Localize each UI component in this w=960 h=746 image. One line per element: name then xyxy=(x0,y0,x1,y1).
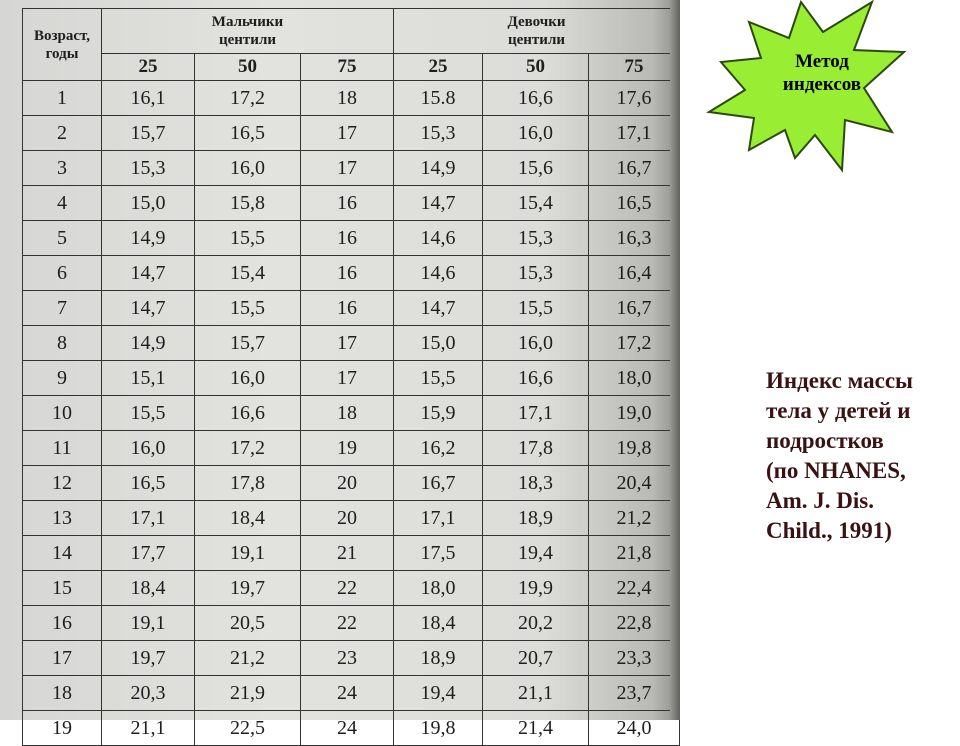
boys-p50-cell: 17,8 xyxy=(195,466,301,501)
table-row xyxy=(23,676,680,711)
boys-p75-cell: 16 xyxy=(301,186,394,221)
boys-p75-cell: 22 xyxy=(301,606,394,641)
boys-p25-cell: 17,7 xyxy=(102,536,195,571)
girls-p75-cell: 22,8 xyxy=(589,606,680,641)
girls-p25-cell: 14,6 xyxy=(394,256,483,291)
badge-label xyxy=(747,50,897,96)
age-cell: 18 xyxy=(23,676,102,711)
table-row xyxy=(23,466,680,501)
boys-p25-cell: 21,1 xyxy=(102,711,195,746)
table-body xyxy=(23,81,680,746)
boys-p25-cell: 19,1 xyxy=(102,606,195,641)
girls-p75-cell: 16,5 xyxy=(589,186,680,221)
girls-p75-cell: 20,4 xyxy=(589,466,680,501)
boys-p50-cell: 19,1 xyxy=(195,536,301,571)
girls-p75-cell: 17,6 xyxy=(589,81,680,116)
badge-line2: индексов xyxy=(782,74,862,95)
girls-p50-cell: 20,2 xyxy=(483,606,589,641)
boys-p75-cell: 16 xyxy=(301,291,394,326)
table-row xyxy=(23,81,680,116)
age-cell: 4 xyxy=(23,186,102,221)
badge-line1: Метод xyxy=(795,51,849,72)
table-row xyxy=(23,326,680,361)
percentile-header: 25 xyxy=(394,54,483,81)
caption-line: тела у детей и xyxy=(766,398,911,423)
percentile-header: 50 xyxy=(195,54,301,81)
boys-p50-cell: 15,5 xyxy=(195,291,301,326)
girls-p50-cell: 15,3 xyxy=(483,221,589,256)
girls-header xyxy=(394,9,680,54)
girls-p50-cell: 18,9 xyxy=(483,501,589,536)
percentile-header: 75 xyxy=(589,54,680,81)
boys-p25-cell: 16,1 xyxy=(102,81,195,116)
girls-p50-cell: 16,0 xyxy=(483,326,589,361)
table-row xyxy=(23,571,680,606)
boys-p50-cell: 18,4 xyxy=(195,501,301,536)
girls-header-line2: центили xyxy=(507,32,565,48)
boys-p50-cell: 16,0 xyxy=(195,361,301,396)
girls-p50-cell: 20,7 xyxy=(483,641,589,676)
age-cell: 13 xyxy=(23,501,102,536)
girls-p75-cell: 23,7 xyxy=(589,676,680,711)
girls-p75-cell: 16,7 xyxy=(589,291,680,326)
girls-p25-cell: 15,5 xyxy=(394,361,483,396)
girls-p25-cell: 15,9 xyxy=(394,396,483,431)
caption-line: (по NHANES, xyxy=(766,458,906,483)
boys-p25-cell: 14,9 xyxy=(102,326,195,361)
age-cell: 14 xyxy=(23,536,102,571)
percentile-header: 25 xyxy=(102,54,195,81)
girls-p50-cell: 21,4 xyxy=(483,711,589,746)
girls-header-line1: Девочки xyxy=(507,14,566,30)
girls-p75-cell: 24,0 xyxy=(589,711,680,746)
girls-p75-cell: 16,4 xyxy=(589,256,680,291)
table-row xyxy=(23,186,680,221)
age-cell: 2 xyxy=(23,116,102,151)
boys-p75-cell: 24 xyxy=(301,711,394,746)
boys-p50-cell: 21,2 xyxy=(195,641,301,676)
boys-p75-cell: 17 xyxy=(301,326,394,361)
girls-p25-cell: 18,9 xyxy=(394,641,483,676)
boys-p25-cell: 15,0 xyxy=(102,186,195,221)
boys-p75-cell: 24 xyxy=(301,676,394,711)
boys-p50-cell: 15,5 xyxy=(195,221,301,256)
girls-p25-cell: 17,1 xyxy=(394,501,483,536)
table-row xyxy=(23,291,680,326)
girls-p75-cell: 21,8 xyxy=(589,536,680,571)
boys-header xyxy=(102,9,394,54)
girls-p25-cell: 15,0 xyxy=(394,326,483,361)
boys-header-line2: центили xyxy=(218,32,276,48)
girls-p25-cell: 18,4 xyxy=(394,606,483,641)
girls-p75-cell: 18,0 xyxy=(589,361,680,396)
girls-p50-cell: 17,1 xyxy=(483,396,589,431)
boys-p50-cell: 15,4 xyxy=(195,256,301,291)
boys-p25-cell: 20,3 xyxy=(102,676,195,711)
table-row xyxy=(23,501,680,536)
table-row xyxy=(23,606,680,641)
table-row xyxy=(23,431,680,466)
age-cell: 15 xyxy=(23,571,102,606)
age-cell: 10 xyxy=(23,396,102,431)
girls-p25-cell: 18,0 xyxy=(394,571,483,606)
boys-p50-cell: 17,2 xyxy=(195,81,301,116)
boys-p75-cell: 17 xyxy=(301,116,394,151)
girls-p50-cell: 16,0 xyxy=(483,116,589,151)
caption-line: подростков xyxy=(766,428,884,453)
boys-p75-cell: 19 xyxy=(301,431,394,466)
table-row xyxy=(23,396,680,431)
boys-p75-cell: 22 xyxy=(301,571,394,606)
girls-p25-cell: 16,2 xyxy=(394,431,483,466)
boys-p50-cell: 15,8 xyxy=(195,186,301,221)
girls-p50-cell: 15,4 xyxy=(483,186,589,221)
percentile-header: 75 xyxy=(301,54,394,81)
boys-p75-cell: 21 xyxy=(301,536,394,571)
boys-p50-cell: 15,7 xyxy=(195,326,301,361)
boys-header-line1: Мальчики xyxy=(211,14,284,30)
caption-line: Индекс массы xyxy=(766,368,914,393)
boys-p25-cell: 14,9 xyxy=(102,221,195,256)
girls-p75-cell: 22,4 xyxy=(589,571,680,606)
boys-p25-cell: 18,4 xyxy=(102,571,195,606)
boys-p50-cell: 16,5 xyxy=(195,116,301,151)
girls-p50-cell: 19,9 xyxy=(483,571,589,606)
boys-p50-cell: 16,0 xyxy=(195,151,301,186)
table-row xyxy=(23,116,680,151)
girls-p75-cell: 19,0 xyxy=(589,396,680,431)
boys-p25-cell: 14,7 xyxy=(102,291,195,326)
girls-p50-cell: 16,6 xyxy=(483,81,589,116)
boys-p75-cell: 20 xyxy=(301,501,394,536)
boys-p25-cell: 15,1 xyxy=(102,361,195,396)
boys-p75-cell: 18 xyxy=(301,81,394,116)
boys-p50-cell: 20,5 xyxy=(195,606,301,641)
girls-p50-cell: 19,4 xyxy=(483,536,589,571)
age-cell: 17 xyxy=(23,641,102,676)
girls-p75-cell: 16,7 xyxy=(589,151,680,186)
boys-p25-cell: 16,5 xyxy=(102,466,195,501)
girls-p50-cell: 15,6 xyxy=(483,151,589,186)
boys-p75-cell: 20 xyxy=(301,466,394,501)
boys-p25-cell: 17,1 xyxy=(102,501,195,536)
table-row xyxy=(23,151,680,186)
boys-p75-cell: 18 xyxy=(301,396,394,431)
girls-p25-cell: 17,5 xyxy=(394,536,483,571)
age-cell: 3 xyxy=(23,151,102,186)
bmi-percentile-table xyxy=(22,8,680,746)
table-row xyxy=(23,641,680,676)
boys-p25-cell: 14,7 xyxy=(102,256,195,291)
boys-p50-cell: 16,6 xyxy=(195,396,301,431)
age-header xyxy=(23,9,102,81)
caption-line: Child., 1991) xyxy=(766,518,892,543)
boys-p75-cell: 23 xyxy=(301,641,394,676)
girls-p25-cell: 19,8 xyxy=(394,711,483,746)
age-cell: 12 xyxy=(23,466,102,501)
table-row xyxy=(23,256,680,291)
girls-p75-cell: 23,3 xyxy=(589,641,680,676)
age-cell: 7 xyxy=(23,291,102,326)
age-cell: 11 xyxy=(23,431,102,466)
girls-p25-cell: 19,4 xyxy=(394,676,483,711)
girls-p75-cell: 16,3 xyxy=(589,221,680,256)
boys-p25-cell: 15,5 xyxy=(102,396,195,431)
boys-p75-cell: 17 xyxy=(301,361,394,396)
age-cell: 8 xyxy=(23,326,102,361)
caption-line: Am. J. Dis. xyxy=(766,488,874,513)
age-cell: 16 xyxy=(23,606,102,641)
boys-p25-cell: 19,7 xyxy=(102,641,195,676)
boys-p25-cell: 16,0 xyxy=(102,431,195,466)
table-row xyxy=(23,361,680,396)
boys-p25-cell: 15,3 xyxy=(102,151,195,186)
boys-p50-cell: 19,7 xyxy=(195,571,301,606)
girls-p25-cell: 14,7 xyxy=(394,291,483,326)
age-cell: 19 xyxy=(23,711,102,746)
table-row xyxy=(23,711,680,746)
girls-p25-cell: 16,7 xyxy=(394,466,483,501)
girls-p75-cell: 21,2 xyxy=(589,501,680,536)
boys-p75-cell: 17 xyxy=(301,151,394,186)
boys-p25-cell: 15,7 xyxy=(102,116,195,151)
girls-p50-cell: 21,1 xyxy=(483,676,589,711)
boys-p75-cell: 16 xyxy=(301,256,394,291)
caption xyxy=(766,366,956,546)
age-cell: 6 xyxy=(23,256,102,291)
girls-p25-cell: 15,3 xyxy=(394,116,483,151)
age-cell: 9 xyxy=(23,361,102,396)
boys-p50-cell: 21,9 xyxy=(195,676,301,711)
girls-p50-cell: 15,5 xyxy=(483,291,589,326)
girls-p25-cell: 14,6 xyxy=(394,221,483,256)
girls-p25-cell: 14,7 xyxy=(394,186,483,221)
girls-p50-cell: 18,3 xyxy=(483,466,589,501)
girls-p25-cell: 14,9 xyxy=(394,151,483,186)
boys-p50-cell: 17,2 xyxy=(195,431,301,466)
girls-p75-cell: 19,8 xyxy=(589,431,680,466)
girls-p50-cell: 17,8 xyxy=(483,431,589,466)
boys-p50-cell: 22,5 xyxy=(195,711,301,746)
page-edge-shadow xyxy=(670,0,680,720)
girls-p75-cell: 17,1 xyxy=(589,116,680,151)
table-row xyxy=(23,221,680,256)
girls-p50-cell: 16,6 xyxy=(483,361,589,396)
boys-p75-cell: 16 xyxy=(301,221,394,256)
girls-p50-cell: 15,3 xyxy=(483,256,589,291)
table-row xyxy=(23,536,680,571)
girls-p25-cell: 15.8 xyxy=(394,81,483,116)
girls-p75-cell: 17,2 xyxy=(589,326,680,361)
age-cell: 5 xyxy=(23,221,102,256)
age-cell: 1 xyxy=(23,81,102,116)
age-header-line2: годы xyxy=(45,45,79,62)
age-header-line1: Возраст, xyxy=(33,27,91,44)
percentile-header: 50 xyxy=(483,54,589,81)
